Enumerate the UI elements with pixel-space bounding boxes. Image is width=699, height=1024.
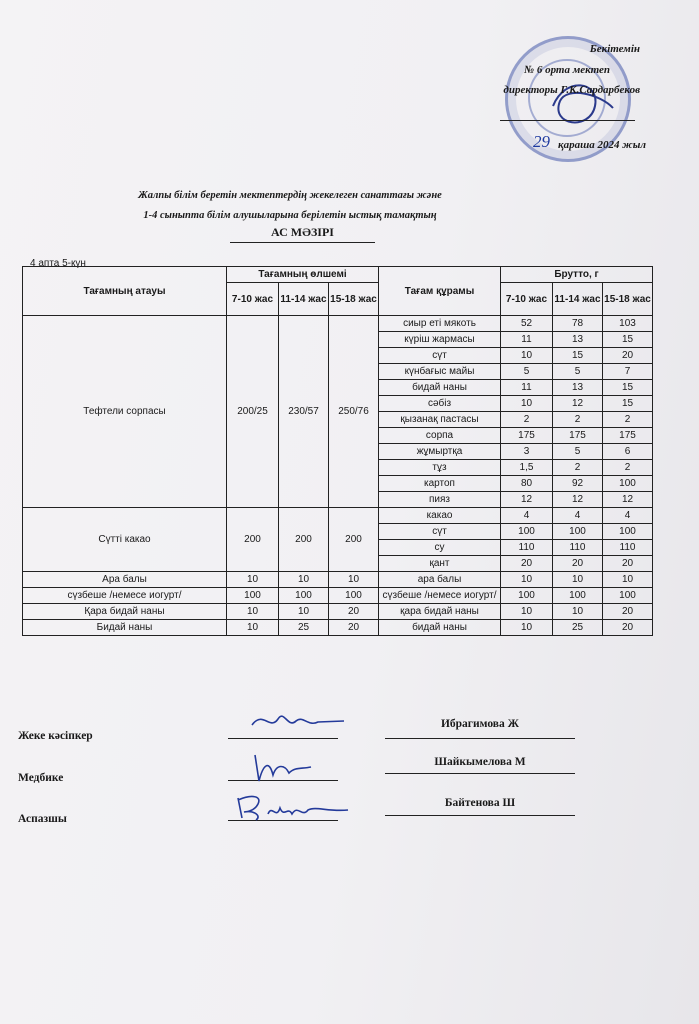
brutto-value: 10 <box>501 572 553 588</box>
dish-name: Сүтті какао <box>23 508 227 572</box>
approval-line <box>500 120 635 121</box>
brutto-value: 100 <box>501 588 553 604</box>
ingredient-name: сәбіз <box>379 396 501 412</box>
approval-day: 29 <box>533 132 550 151</box>
table-row <box>23 588 653 604</box>
brutto-value: 12 <box>553 492 603 508</box>
header-brutto-7-10: 7-10 жас <box>501 283 553 316</box>
dish-name: Қара бидай наны <box>23 604 227 620</box>
ingredient-name: күріш жармасы <box>379 332 501 348</box>
portion-value: 10 <box>329 572 379 588</box>
header-brutto-15-18: 15-18 жас <box>603 283 653 316</box>
brutto-value: 5 <box>501 364 553 380</box>
brutto-value: 110 <box>553 540 603 556</box>
brutto-value: 175 <box>603 428 653 444</box>
signature-name-line <box>385 773 575 774</box>
portion-value: 10 <box>227 572 279 588</box>
dish-name: сүзбеше /немесе иогурт/ <box>23 588 227 604</box>
brutto-value: 20 <box>501 556 553 572</box>
header-brutto-11-14: 11-14 жас <box>553 283 603 316</box>
dish-name: Тефтели сорпасы <box>23 316 227 508</box>
doc-heading: АС МӘЗІРІ <box>230 225 375 243</box>
brutto-value: 100 <box>501 524 553 540</box>
brutto-value: 52 <box>501 316 553 332</box>
brutto-value: 100 <box>553 524 603 540</box>
ingredient-name: су <box>379 540 501 556</box>
portion-value: 250/76 <box>329 316 379 508</box>
header-dish-name: Тағамның атауы <box>23 267 227 316</box>
brutto-value: 2 <box>553 412 603 428</box>
signature-name-nurse: Шайкымелова М <box>434 756 526 768</box>
brutto-value: 25 <box>553 620 603 636</box>
doc-title-line2: 1-4 сыныпта білім алушыларына берілетін ыстық тамақтың <box>143 210 437 221</box>
brutto-value: 7 <box>603 364 653 380</box>
table-row <box>23 604 653 620</box>
portion-value: 20 <box>329 620 379 636</box>
brutto-value: 10 <box>553 604 603 620</box>
portion-value: 100 <box>329 588 379 604</box>
brutto-value: 12 <box>501 492 553 508</box>
portion-value: 10 <box>279 572 329 588</box>
header-age-15-18: 15-18 жас <box>329 283 379 316</box>
brutto-value: 4 <box>603 508 653 524</box>
brutto-value: 10 <box>603 572 653 588</box>
brutto-value: 10 <box>501 620 553 636</box>
signature-role-entrepreneur: Жеке кәсіпкер <box>18 730 93 742</box>
brutto-value: 10 <box>553 572 603 588</box>
portion-value: 100 <box>279 588 329 604</box>
brutto-value: 110 <box>501 540 553 556</box>
signature-name-entrepreneur: Ибрагимова Ж <box>440 718 520 730</box>
menu-table <box>22 266 653 636</box>
ingredient-name: жұмыртқа <box>379 444 501 460</box>
portion-value: 10 <box>227 604 279 620</box>
portion-value: 100 <box>227 588 279 604</box>
brutto-value: 78 <box>553 316 603 332</box>
brutto-value: 10 <box>501 396 553 412</box>
brutto-value: 2 <box>603 460 653 476</box>
brutto-value: 11 <box>501 380 553 396</box>
portion-value: 200 <box>329 508 379 572</box>
ingredient-name: сорпа <box>379 428 501 444</box>
ingredient-name: тұз <box>379 460 501 476</box>
ingredient-name: сүт <box>379 348 501 364</box>
approval-title: Бекітемін <box>589 43 640 55</box>
portion-value: 10 <box>279 604 329 620</box>
portion-value: 10 <box>227 620 279 636</box>
signature-scribble-cook <box>232 790 352 824</box>
brutto-value: 4 <box>553 508 603 524</box>
table-row <box>23 316 653 332</box>
approval-director: директоры Г.К.Сардарбеков <box>503 84 640 96</box>
signature-name-line <box>385 738 575 739</box>
ingredient-name: қызанақ пастасы <box>379 412 501 428</box>
brutto-value: 15 <box>603 380 653 396</box>
portion-value: 200 <box>279 508 329 572</box>
ingredient-name: картоп <box>379 476 501 492</box>
doc-title-line1: Жалпы білім беретін мектептердің жекелеген санаттағы және <box>138 190 442 201</box>
brutto-value: 5 <box>553 444 603 460</box>
ingredient-name: сүт <box>379 524 501 540</box>
brutto-value: 175 <box>553 428 603 444</box>
portion-value: 20 <box>329 604 379 620</box>
portion-value: 25 <box>279 620 329 636</box>
portion-value: 230/57 <box>279 316 329 508</box>
dish-name: Бидай наны <box>23 620 227 636</box>
brutto-value: 10 <box>501 604 553 620</box>
brutto-value: 175 <box>501 428 553 444</box>
menu-table-body <box>23 316 653 636</box>
brutto-value: 92 <box>553 476 603 492</box>
signature-role-nurse: Медбике <box>18 772 64 784</box>
ingredient-name: пияз <box>379 492 501 508</box>
header-age-7-10: 7-10 жас <box>227 283 279 316</box>
dish-name: Ара балы <box>23 572 227 588</box>
brutto-value: 13 <box>553 332 603 348</box>
header-age-11-14: 11-14 жас <box>279 283 329 316</box>
brutto-value: 6 <box>603 444 653 460</box>
brutto-value: 12 <box>553 396 603 412</box>
brutto-value: 2 <box>553 460 603 476</box>
brutto-value: 100 <box>603 524 653 540</box>
signature-scribble-entrepreneur <box>248 705 348 739</box>
header-portion: Тағамның өлшемі <box>227 267 379 283</box>
ingredient-name: ара балы <box>379 572 501 588</box>
signature-name-cook: Байтенова Ш <box>444 797 516 809</box>
approval-date: қараша 2024 жыл <box>558 139 646 151</box>
brutto-value: 15 <box>553 348 603 364</box>
table-row <box>23 508 653 524</box>
header-composition: Тағам құрамы <box>379 267 501 316</box>
brutto-value: 20 <box>603 348 653 364</box>
brutto-value: 11 <box>501 332 553 348</box>
brutto-value: 100 <box>553 588 603 604</box>
brutto-value: 4 <box>501 508 553 524</box>
ingredient-name: бидай наны <box>379 380 501 396</box>
brutto-value: 10 <box>501 348 553 364</box>
brutto-value: 20 <box>603 556 653 572</box>
approval-school: № 6 орта мектеп <box>524 64 610 76</box>
brutto-value: 80 <box>501 476 553 492</box>
ingredient-name: қара бидай наны <box>379 604 501 620</box>
brutto-value: 100 <box>603 588 653 604</box>
brutto-value: 13 <box>553 380 603 396</box>
brutto-value: 20 <box>603 620 653 636</box>
signature-scribble-nurse <box>245 745 315 785</box>
ingredient-name: қант <box>379 556 501 572</box>
brutto-value: 100 <box>603 476 653 492</box>
brutto-value: 2 <box>501 412 553 428</box>
brutto-value: 1,5 <box>501 460 553 476</box>
table-row <box>23 620 653 636</box>
brutto-value: 110 <box>603 540 653 556</box>
brutto-value: 20 <box>553 556 603 572</box>
signature-role-cook: Аспазшы <box>18 813 67 825</box>
brutto-value: 15 <box>603 332 653 348</box>
ingredient-name: сиыр еті мякоть <box>379 316 501 332</box>
brutto-value: 103 <box>603 316 653 332</box>
brutto-value: 3 <box>501 444 553 460</box>
portion-value: 200/25 <box>227 316 279 508</box>
table-row <box>23 572 653 588</box>
header-brutto: Брутто, г <box>501 267 653 283</box>
brutto-value: 2 <box>603 412 653 428</box>
brutto-value: 20 <box>603 604 653 620</box>
ingredient-name: бидай наны <box>379 620 501 636</box>
brutto-value: 5 <box>553 364 603 380</box>
signature-name-line <box>385 815 575 816</box>
brutto-value: 12 <box>603 492 653 508</box>
brutto-value: 15 <box>603 396 653 412</box>
portion-value: 200 <box>227 508 279 572</box>
ingredient-name: сүзбеше /немесе иогурт/ <box>379 588 501 604</box>
ingredient-name: күнбағыс майы <box>379 364 501 380</box>
week-label: 4 апта 5-күн <box>30 258 86 269</box>
ingredient-name: какао <box>379 508 501 524</box>
